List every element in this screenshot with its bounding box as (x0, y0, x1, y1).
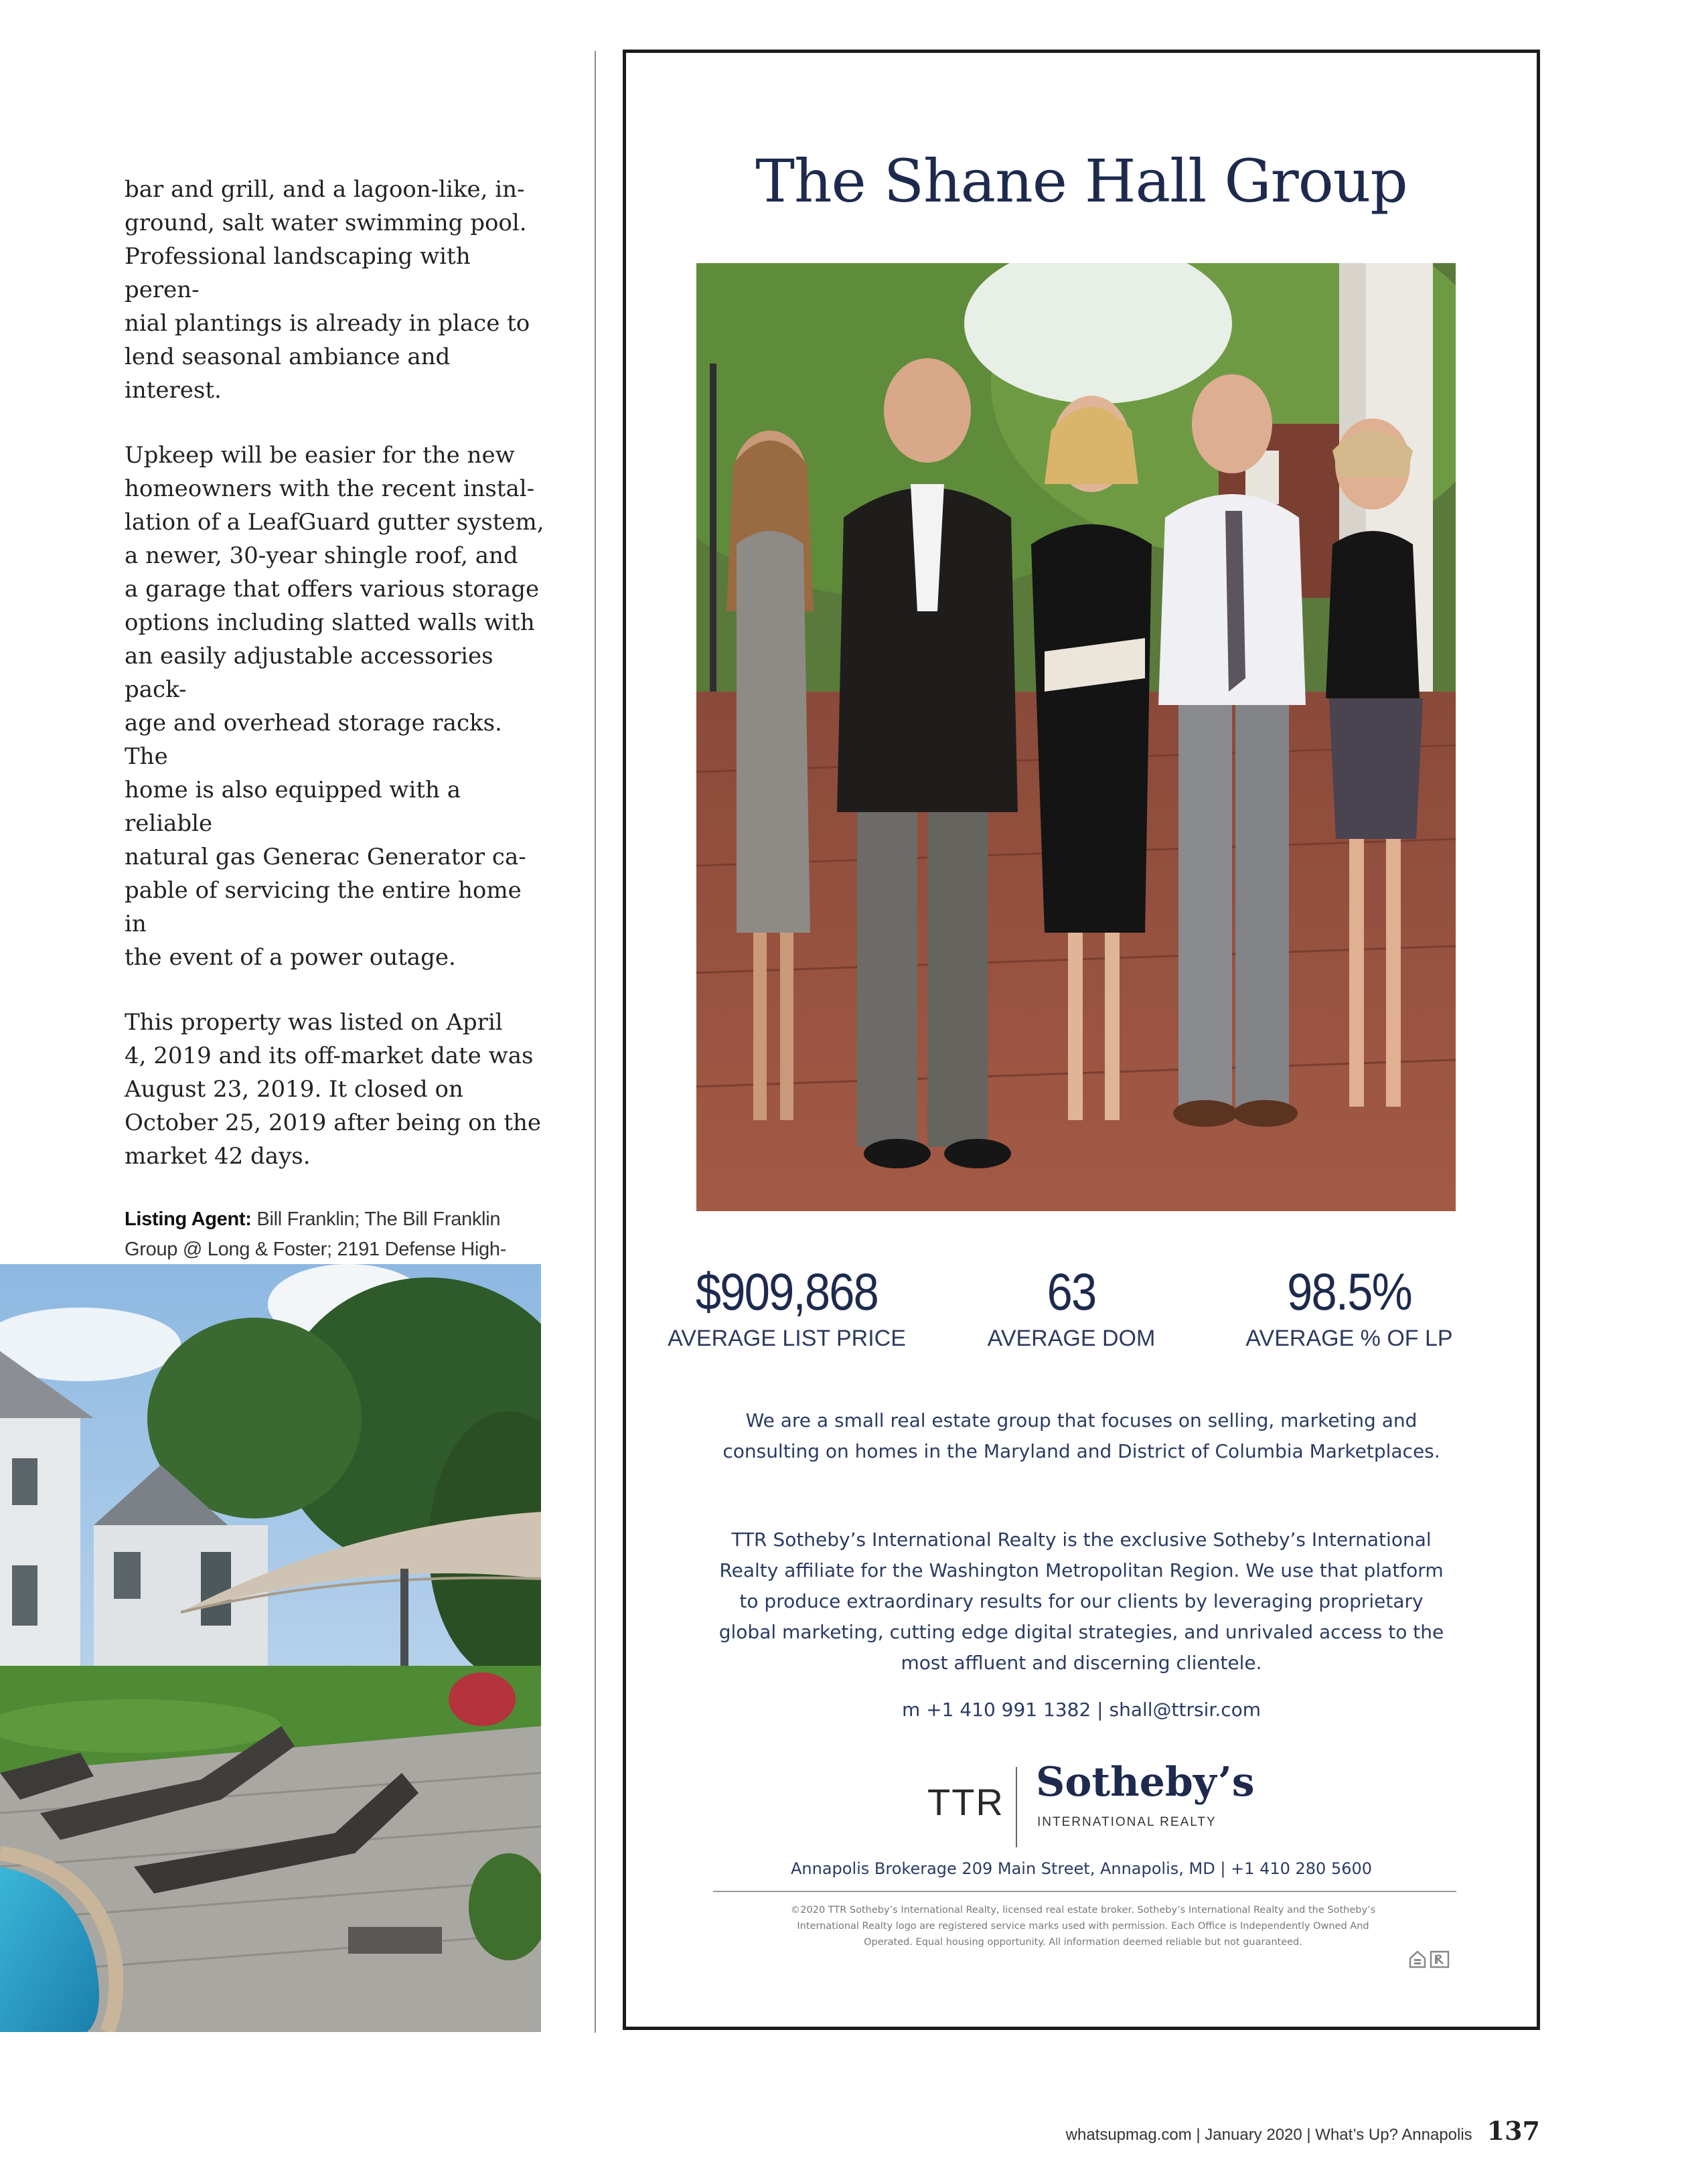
stat-value: 98.5% (1287, 1262, 1411, 1321)
ad-intro-text (706, 1405, 1456, 1467)
text-line: most affluent and discerning clientele. (901, 1652, 1262, 1674)
text-line: homeowners with the recent instal- (125, 475, 535, 502)
text-line: a newer, 30-year shingle roof, and (125, 542, 518, 569)
text-line: Operated. Equal housing opportunity. All information deemed reliable but not guaranteed. (864, 1937, 1302, 1948)
team-group-photo (696, 263, 1456, 1211)
equal-housing-icon (1408, 1949, 1451, 1972)
legal-disclaimer (713, 1902, 1453, 1950)
text-line: ©2020 TTR Sotheby’s International Realty, licensed real estate broker. Sotheby’s International Realty and the Sotheby’s (790, 1905, 1376, 1916)
page-footer (1066, 2116, 1540, 2146)
footer-publication-info: whatsupmag.com | January 2020 | What’s Up? Annapolis (1065, 2126, 1472, 2144)
text-line: October 25, 2019 after being on the (125, 1109, 541, 1136)
text-line: nial plantings is already in place to (125, 310, 530, 337)
text-line: International Realty logo are registered service marks used with permission. Each Office is Independently Owned And (797, 1921, 1369, 1932)
text-line: an easily adjustable accessories pack- (125, 643, 493, 703)
text-line: This property was listed on April (125, 1009, 503, 1036)
stat-average-dom (937, 1261, 1205, 1352)
text-line: bar and grill, and a lagoon-like, in- (125, 176, 525, 203)
text-line: age and overhead storage racks. The (125, 710, 502, 770)
ad-divider (713, 1891, 1456, 1892)
text-line: lation of a LeafGuard gutter system, (125, 509, 544, 536)
text-line: the event of a power outage. (125, 944, 456, 971)
text-line: a garage that offers various storage (125, 576, 540, 603)
text-line: consulting on homes in the Maryland and District of Columbia Marketplaces. (722, 1440, 1440, 1462)
text-line: Group @ Long & Foster; 2191 Defense High- (125, 1239, 507, 1260)
text-line: Realty affiliate for the Washington Metropolitan Region. We use that platform (719, 1559, 1444, 1581)
article-paragraph-3 (125, 1006, 546, 1173)
text-line: lend seasonal ambiance and interest. (125, 343, 451, 404)
text-line: August 23, 2019. It closed on (125, 1076, 463, 1103)
article-paragraph-2 (125, 439, 546, 974)
text-line: ground, salt water swimming pool. (125, 210, 527, 236)
sothebys-logo-text: Sotheby’s (1036, 1759, 1255, 1806)
text-line: options including slatted walls with (125, 609, 535, 636)
sothebys-logo-subtitle: INTERNATIONAL REALTY (1037, 1815, 1217, 1829)
backyard-pool-photo (0, 1264, 541, 2032)
brokerage-address: Annapolis Brokerage 209 Main Street, Annapolis, MD | +1 410 280 5600 (790, 1859, 1373, 1878)
logo-divider (1016, 1767, 1017, 1847)
realty-advertisement (623, 50, 1540, 2030)
page-number: 137 (1486, 2116, 1540, 2146)
text-line: global marketing, cutting edge digital strategies, and unrivaled access to the (718, 1621, 1444, 1643)
stat-average-list-price (653, 1261, 921, 1352)
text-line: Bill Franklin; The Bill Franklin (251, 1208, 501, 1230)
text-line: TTR Sotheby’s International Realty is the exclusive Sotheby’s International (731, 1529, 1432, 1551)
stat-value: 63 (1047, 1262, 1096, 1321)
article-paragraph-1 (125, 173, 546, 407)
stat-value: $909,868 (695, 1262, 878, 1321)
stat-label: AVERAGE LIST PRICE (668, 1326, 906, 1351)
stat-label: AVERAGE DOM (987, 1326, 1156, 1351)
stat-average-percent-of-lp (1215, 1261, 1483, 1352)
column-divider (595, 51, 596, 2033)
ad-contact: m +1 410 991 1382 | shall@ttrsir.com (901, 1699, 1262, 1721)
text-line: pable of servicing the entire home in (125, 877, 522, 937)
text-line: We are a small real estate group that focuses on selling, marketing and (745, 1409, 1418, 1431)
ad-about-text (706, 1525, 1456, 1679)
text-line: Professional landscaping with peren- (125, 243, 471, 303)
text-line: 4, 2019 and its off-market date was (125, 1042, 534, 1069)
text-line: Upkeep will be easier for the new (125, 442, 515, 469)
stat-label: AVERAGE % OF LP (1245, 1326, 1453, 1351)
ad-title: The Shane Hall Group (755, 147, 1407, 216)
ttr-logo-text: TTR (927, 1781, 1004, 1823)
listing-agent-label: Listing Agent: (125, 1208, 252, 1230)
text-line: natural gas Generac Generator ca- (125, 844, 526, 870)
text-line: to produce extraordinary results for our clients by leveraging proprietary (739, 1590, 1424, 1612)
text-line: home is also equipped with a reliable (125, 777, 461, 837)
text-line: market 42 days. (125, 1143, 311, 1170)
